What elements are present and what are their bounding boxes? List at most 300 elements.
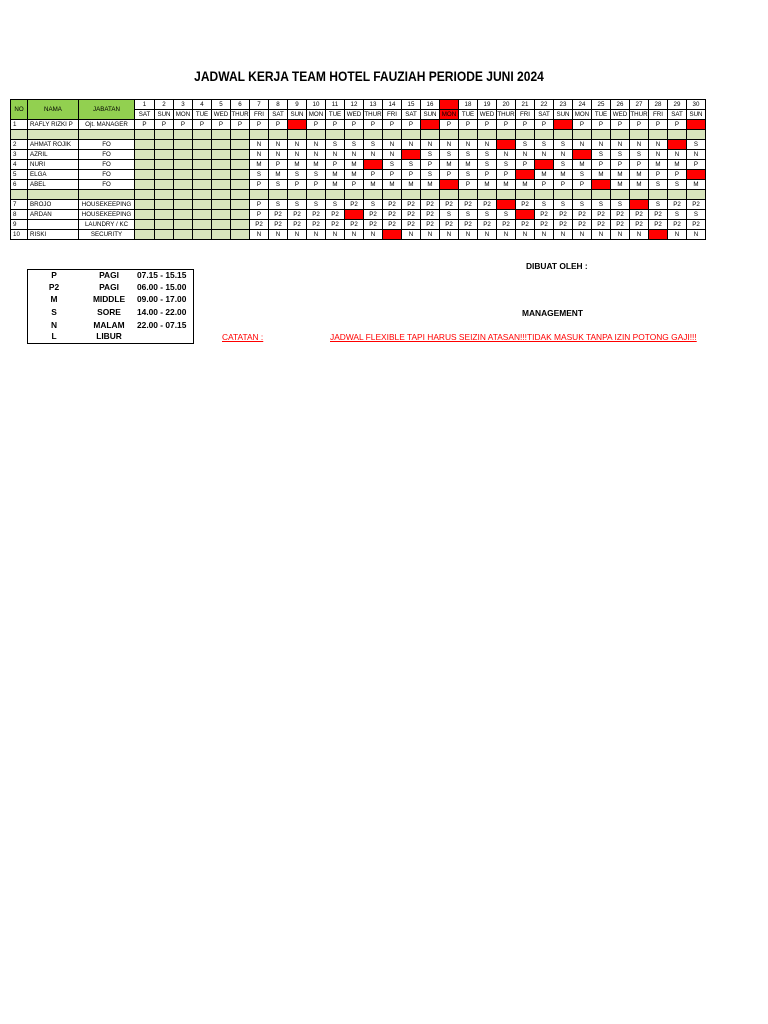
shift-cell	[193, 200, 212, 210]
shift-cell: P2	[326, 220, 345, 230]
shift-cell: P	[364, 120, 383, 130]
legend-code: L	[51, 331, 57, 341]
day-header: MON	[440, 110, 459, 120]
shift-cell: P	[269, 160, 288, 170]
staff-row	[11, 140, 706, 150]
shift-cell: P	[250, 200, 269, 210]
day-off-cell: L	[687, 170, 706, 180]
shift-cell: P	[364, 170, 383, 180]
shift-cell: N	[649, 140, 668, 150]
shift-cell: M	[516, 180, 535, 190]
day-header: TUE	[592, 110, 611, 120]
shift-cell: P2	[668, 200, 687, 210]
shift-cell: S	[288, 170, 307, 180]
shift-cell: S	[421, 150, 440, 160]
employee-position: SECURITY	[79, 230, 135, 240]
staff-row	[11, 200, 706, 210]
shift-cell: S	[611, 150, 630, 160]
date-header: 14	[383, 100, 402, 110]
shift-cell: M	[668, 160, 687, 170]
shift-cell: N	[592, 140, 611, 150]
separator-cell	[155, 130, 174, 140]
shift-cell: P	[250, 120, 269, 130]
shift-cell	[174, 210, 193, 220]
day-off-cell: L	[421, 120, 440, 130]
shift-cell: P2	[383, 210, 402, 220]
date-header: 13	[364, 100, 383, 110]
shift-cell: N	[687, 150, 706, 160]
separator-cell	[668, 190, 687, 200]
shift-cell: P	[611, 120, 630, 130]
shift-cell: S	[592, 150, 611, 160]
date-header: 26	[611, 100, 630, 110]
shift-cell: N	[421, 230, 440, 240]
shift-cell: M	[459, 160, 478, 170]
staff-row	[11, 120, 706, 130]
date-header: 3	[174, 100, 193, 110]
legend-code: M	[50, 294, 58, 304]
shift-cell: S	[326, 140, 345, 150]
shift-cell: P2	[440, 220, 459, 230]
shift-cell	[174, 200, 193, 210]
date-header: 12	[345, 100, 364, 110]
shift-cell	[193, 180, 212, 190]
separator-cell	[554, 190, 573, 200]
staff-row	[11, 170, 706, 180]
shift-cell: P2	[573, 210, 592, 220]
day-header: SUN	[155, 110, 174, 120]
shift-cell	[155, 150, 174, 160]
date-header: 8	[269, 100, 288, 110]
separator-cell	[307, 190, 326, 200]
shift-cell: M	[630, 170, 649, 180]
shift-cell: P2	[554, 210, 573, 220]
shift-cell: P	[630, 160, 649, 170]
header-row-dates	[11, 100, 706, 110]
shift-cell: N	[288, 230, 307, 240]
shift-cell	[174, 220, 193, 230]
shift-cell: S	[687, 210, 706, 220]
employee-position: FO	[79, 160, 135, 170]
shift-cell: N	[497, 230, 516, 240]
shift-cell	[231, 200, 250, 210]
shift-cell: P2	[459, 220, 478, 230]
date-header: 27	[630, 100, 649, 110]
shift-cell: S	[478, 210, 497, 220]
day-off-cell: L	[288, 120, 307, 130]
shift-cell	[231, 160, 250, 170]
shift-cell: P	[573, 120, 592, 130]
day-header: SAT	[535, 110, 554, 120]
day-off-cell: L	[402, 150, 421, 160]
shift-cell: P2	[459, 200, 478, 210]
shift-cell: N	[649, 150, 668, 160]
date-header: 28	[649, 100, 668, 110]
shift-cell: P2	[497, 220, 516, 230]
day-header: THUR	[630, 110, 648, 118]
day-header: WED	[478, 110, 497, 120]
day-off-cell: L	[440, 180, 459, 190]
separator-cell	[459, 130, 478, 140]
separator-cell	[687, 130, 706, 140]
shift-cell: S	[307, 170, 326, 180]
shift-cell: N	[421, 140, 440, 150]
shift-cell: S	[440, 150, 459, 160]
row-number: 2	[11, 140, 28, 150]
shift-cell: N	[345, 150, 364, 160]
employee-name: ABEL	[28, 180, 79, 190]
shift-cell: P2	[554, 220, 573, 230]
shift-cell	[231, 180, 250, 190]
date-header: 29	[668, 100, 687, 110]
date-header: 17	[440, 100, 459, 110]
date-header: 24	[573, 100, 592, 110]
shift-cell: M	[421, 180, 440, 190]
shift-cell: P	[135, 120, 155, 130]
row-number: 5	[11, 170, 28, 180]
day-off-cell: L	[535, 160, 554, 170]
separator-cell	[402, 130, 421, 140]
date-header: 11	[326, 100, 345, 110]
shift-cell	[155, 230, 174, 240]
shift-cell: P2	[573, 220, 592, 230]
day-header: SAT	[269, 110, 288, 120]
separator-cell	[516, 130, 535, 140]
shift-cell: N	[402, 230, 421, 240]
employee-position: FO	[79, 140, 135, 150]
shift-cell: P2	[402, 200, 421, 210]
shift-cell: P	[573, 180, 592, 190]
separator-cell	[231, 190, 250, 200]
shift-cell: P2	[364, 210, 383, 220]
day-header: FRI	[649, 110, 668, 120]
shift-cell: S	[307, 200, 326, 210]
separator-cell	[364, 130, 383, 140]
shift-cell: P2	[250, 220, 269, 230]
shift-cell: P2	[611, 210, 630, 220]
shift-cell	[135, 230, 155, 240]
shift-cell	[193, 170, 212, 180]
separator-cell	[383, 130, 402, 140]
separator-cell	[440, 130, 459, 140]
shift-cell	[135, 220, 155, 230]
shift-cell: P2	[269, 210, 288, 220]
shift-cell	[212, 150, 231, 160]
day-header: MON	[307, 110, 326, 120]
shift-cell	[212, 200, 231, 210]
shift-cell: M	[364, 180, 383, 190]
employee-name	[28, 220, 79, 230]
shift-cell: P2	[402, 220, 421, 230]
day-off-cell: L	[516, 170, 535, 180]
shift-cell: N	[288, 140, 307, 150]
shift-cell: N	[478, 230, 497, 240]
employee-position: LAUNDRY / KC	[79, 220, 135, 230]
separator-cell	[212, 130, 231, 140]
separator-cell	[630, 130, 649, 140]
shift-cell: N	[250, 230, 269, 240]
shift-cell: P2	[326, 210, 345, 220]
shift-cell: S	[345, 140, 364, 150]
row-number: 8	[11, 210, 28, 220]
shift-cell: P	[307, 180, 326, 190]
shift-cell	[212, 210, 231, 220]
day-off-cell: L	[554, 120, 573, 130]
legend-shift-name: LIBUR	[96, 331, 122, 341]
employee-name: RISKI	[28, 230, 79, 240]
shift-cell: S	[440, 210, 459, 220]
legend-row	[28, 307, 193, 319]
shift-cell: S	[649, 200, 668, 210]
shift-cell: P	[383, 170, 402, 180]
shift-cell: N	[535, 230, 554, 240]
date-header: 16	[421, 100, 440, 110]
shift-cell: P	[421, 160, 440, 170]
employee-position: FO	[79, 150, 135, 160]
shift-cell: P	[402, 170, 421, 180]
shift-cell: N	[630, 140, 649, 150]
shift-cell: M	[497, 180, 516, 190]
shift-cell: M	[307, 160, 326, 170]
shift-cell: P2	[478, 200, 497, 210]
legend-shift-name: SORE	[97, 307, 121, 317]
shift-cell: N	[592, 230, 611, 240]
day-off-cell: L	[668, 140, 687, 150]
shift-cell: N	[326, 230, 345, 240]
shift-cell: N	[250, 140, 269, 150]
shift-cell: N	[440, 230, 459, 240]
shift-cell	[193, 160, 212, 170]
shift-cell: P2	[402, 210, 421, 220]
shift-cell: M	[345, 170, 364, 180]
date-header: 5	[212, 100, 231, 110]
shift-cell: S	[497, 210, 516, 220]
shift-cell: S	[554, 200, 573, 210]
day-header: WED	[611, 110, 630, 120]
date-header: 25	[592, 100, 611, 110]
shift-cell: S	[402, 160, 421, 170]
shift-cell: P2	[421, 220, 440, 230]
shift-cell	[174, 230, 193, 240]
shift-cell: P	[402, 120, 421, 130]
shift-legend	[27, 269, 194, 344]
legend-row	[28, 270, 193, 282]
separator-cell	[269, 130, 288, 140]
shift-cell	[135, 160, 155, 170]
shift-cell: P2	[421, 210, 440, 220]
shift-cell: S	[535, 140, 554, 150]
employee-name: ARDAN	[28, 210, 79, 220]
shift-cell: S	[668, 180, 687, 190]
row-number: 7	[11, 200, 28, 210]
shift-cell: S	[497, 160, 516, 170]
shift-cell: P	[269, 120, 288, 130]
day-header: MON	[573, 110, 592, 120]
shift-cell: N	[269, 150, 288, 160]
shift-cell: M	[402, 180, 421, 190]
shift-cell: P2	[307, 220, 326, 230]
shift-cell: P	[649, 120, 668, 130]
shift-cell: P	[649, 170, 668, 180]
shift-cell: P	[345, 120, 364, 130]
shift-cell: P	[345, 180, 364, 190]
day-header: FRI	[383, 110, 402, 120]
shift-cell	[231, 140, 250, 150]
shift-cell: M	[592, 170, 611, 180]
separator-cell	[193, 130, 212, 140]
separator-cell	[421, 130, 440, 140]
employee-name: BROJO	[28, 200, 79, 210]
legend-row	[28, 294, 193, 306]
legend-shift-name: MALAM	[93, 320, 125, 330]
day-off-cell: L	[630, 200, 649, 210]
shift-cell: S	[554, 140, 573, 150]
shift-cell: P2	[478, 220, 497, 230]
shift-cell: S	[478, 160, 497, 170]
header-no: NO	[11, 100, 28, 120]
shift-cell	[155, 170, 174, 180]
shift-cell	[231, 210, 250, 220]
legend-time: 06.00 - 15.00	[137, 282, 187, 292]
shift-cell: S	[459, 170, 478, 180]
separator-cell	[79, 130, 135, 140]
day-header: THUR	[364, 110, 382, 118]
shift-cell	[193, 230, 212, 240]
shift-cell: P	[478, 120, 497, 130]
shift-cell: P	[440, 120, 459, 130]
shift-cell: S	[364, 200, 383, 210]
management-label: MANAGEMENT	[522, 308, 583, 318]
shift-cell	[135, 180, 155, 190]
shift-cell	[174, 180, 193, 190]
shift-cell: N	[383, 150, 402, 160]
shift-cell	[212, 160, 231, 170]
shift-cell	[155, 160, 174, 170]
shift-cell: N	[345, 230, 364, 240]
shift-cell: P2	[668, 220, 687, 230]
date-header: 6	[231, 100, 250, 110]
day-off-cell: L	[497, 140, 516, 150]
shift-cell: N	[516, 230, 535, 240]
legend-code: N	[50, 320, 58, 330]
day-header: TUE	[459, 110, 478, 120]
shift-cell: P2	[383, 220, 402, 230]
staff-row	[11, 180, 706, 190]
shift-cell: M	[687, 180, 706, 190]
shift-cell	[193, 220, 212, 230]
employee-position: Ojt. MANAGER	[79, 120, 135, 130]
day-header: SAT	[135, 110, 155, 120]
shift-cell: N	[307, 140, 326, 150]
shift-cell: S	[383, 160, 402, 170]
separator-cell	[326, 190, 345, 200]
shift-cell: P	[535, 120, 554, 130]
separator-cell	[250, 130, 269, 140]
shift-cell	[212, 220, 231, 230]
separator-cell	[573, 130, 592, 140]
shift-cell: P2	[592, 220, 611, 230]
separator-cell	[326, 130, 345, 140]
shift-cell: S	[421, 170, 440, 180]
separator-cell	[535, 130, 554, 140]
shift-cell	[212, 180, 231, 190]
shift-cell: P2	[440, 200, 459, 210]
legend-time: 07.15 - 15.15	[137, 270, 187, 280]
shift-cell: N	[573, 140, 592, 150]
separator-cell	[668, 130, 687, 140]
shift-cell: N	[440, 140, 459, 150]
date-header: 9	[288, 100, 307, 110]
separator-cell	[155, 190, 174, 200]
separator-cell	[345, 130, 364, 140]
separator-cell	[649, 190, 668, 200]
separator-cell	[535, 190, 554, 200]
shift-cell: N	[269, 140, 288, 150]
shift-cell: S	[459, 210, 478, 220]
date-header: 10	[307, 100, 326, 110]
shift-cell: P	[459, 180, 478, 190]
legend-code: P	[51, 270, 57, 280]
date-header: 1	[135, 100, 155, 110]
separator-cell	[573, 190, 592, 200]
separator-cell	[11, 190, 28, 200]
separator-cell	[193, 190, 212, 200]
note-text: JADWAL FLEXIBLE TAPI HARUS SEIZIN ATASAN!!!TIDAK MASUK TANPA IZIN POTONG GAJI!!!	[330, 332, 697, 342]
shift-cell: N	[459, 140, 478, 150]
shift-cell: M	[611, 170, 630, 180]
shift-cell: P2	[345, 200, 364, 210]
shift-cell: P	[326, 160, 345, 170]
separator-cell	[687, 190, 706, 200]
staff-row	[11, 230, 706, 240]
day-header: FRI	[516, 110, 535, 120]
shift-cell: M	[383, 180, 402, 190]
separator-cell	[212, 190, 231, 200]
shift-cell: M	[288, 160, 307, 170]
separator-cell	[307, 130, 326, 140]
shift-cell: P	[193, 120, 212, 130]
shift-cell: P2	[307, 210, 326, 220]
shift-cell: S	[554, 160, 573, 170]
shift-cell: P	[478, 170, 497, 180]
staff-row	[11, 150, 706, 160]
date-header: 15	[402, 100, 421, 110]
shift-cell: S	[668, 210, 687, 220]
separator-cell	[79, 190, 135, 200]
employee-position: FO	[79, 180, 135, 190]
shift-cell: P	[250, 210, 269, 220]
shift-cell: M	[326, 170, 345, 180]
day-off-cell: L	[516, 210, 535, 220]
legend-row	[28, 331, 193, 343]
shift-cell: P	[288, 180, 307, 190]
shift-cell: S	[364, 140, 383, 150]
shift-cell: P2	[516, 200, 535, 210]
separator-cell	[28, 130, 79, 140]
separator-cell	[174, 190, 193, 200]
shift-cell	[231, 170, 250, 180]
shift-cell: N	[307, 150, 326, 160]
page-title: JADWAL KERJA TEAM HOTEL FAUZIAH PERIODE JUNI 2024	[194, 68, 544, 84]
separator-cell	[611, 130, 630, 140]
separator-cell	[516, 190, 535, 200]
shift-cell: N	[383, 140, 402, 150]
shift-cell: P2	[421, 200, 440, 210]
shift-cell: M	[345, 160, 364, 170]
shift-cell	[212, 230, 231, 240]
day-off-cell: L	[573, 150, 592, 160]
day-header: THUR	[497, 110, 515, 118]
